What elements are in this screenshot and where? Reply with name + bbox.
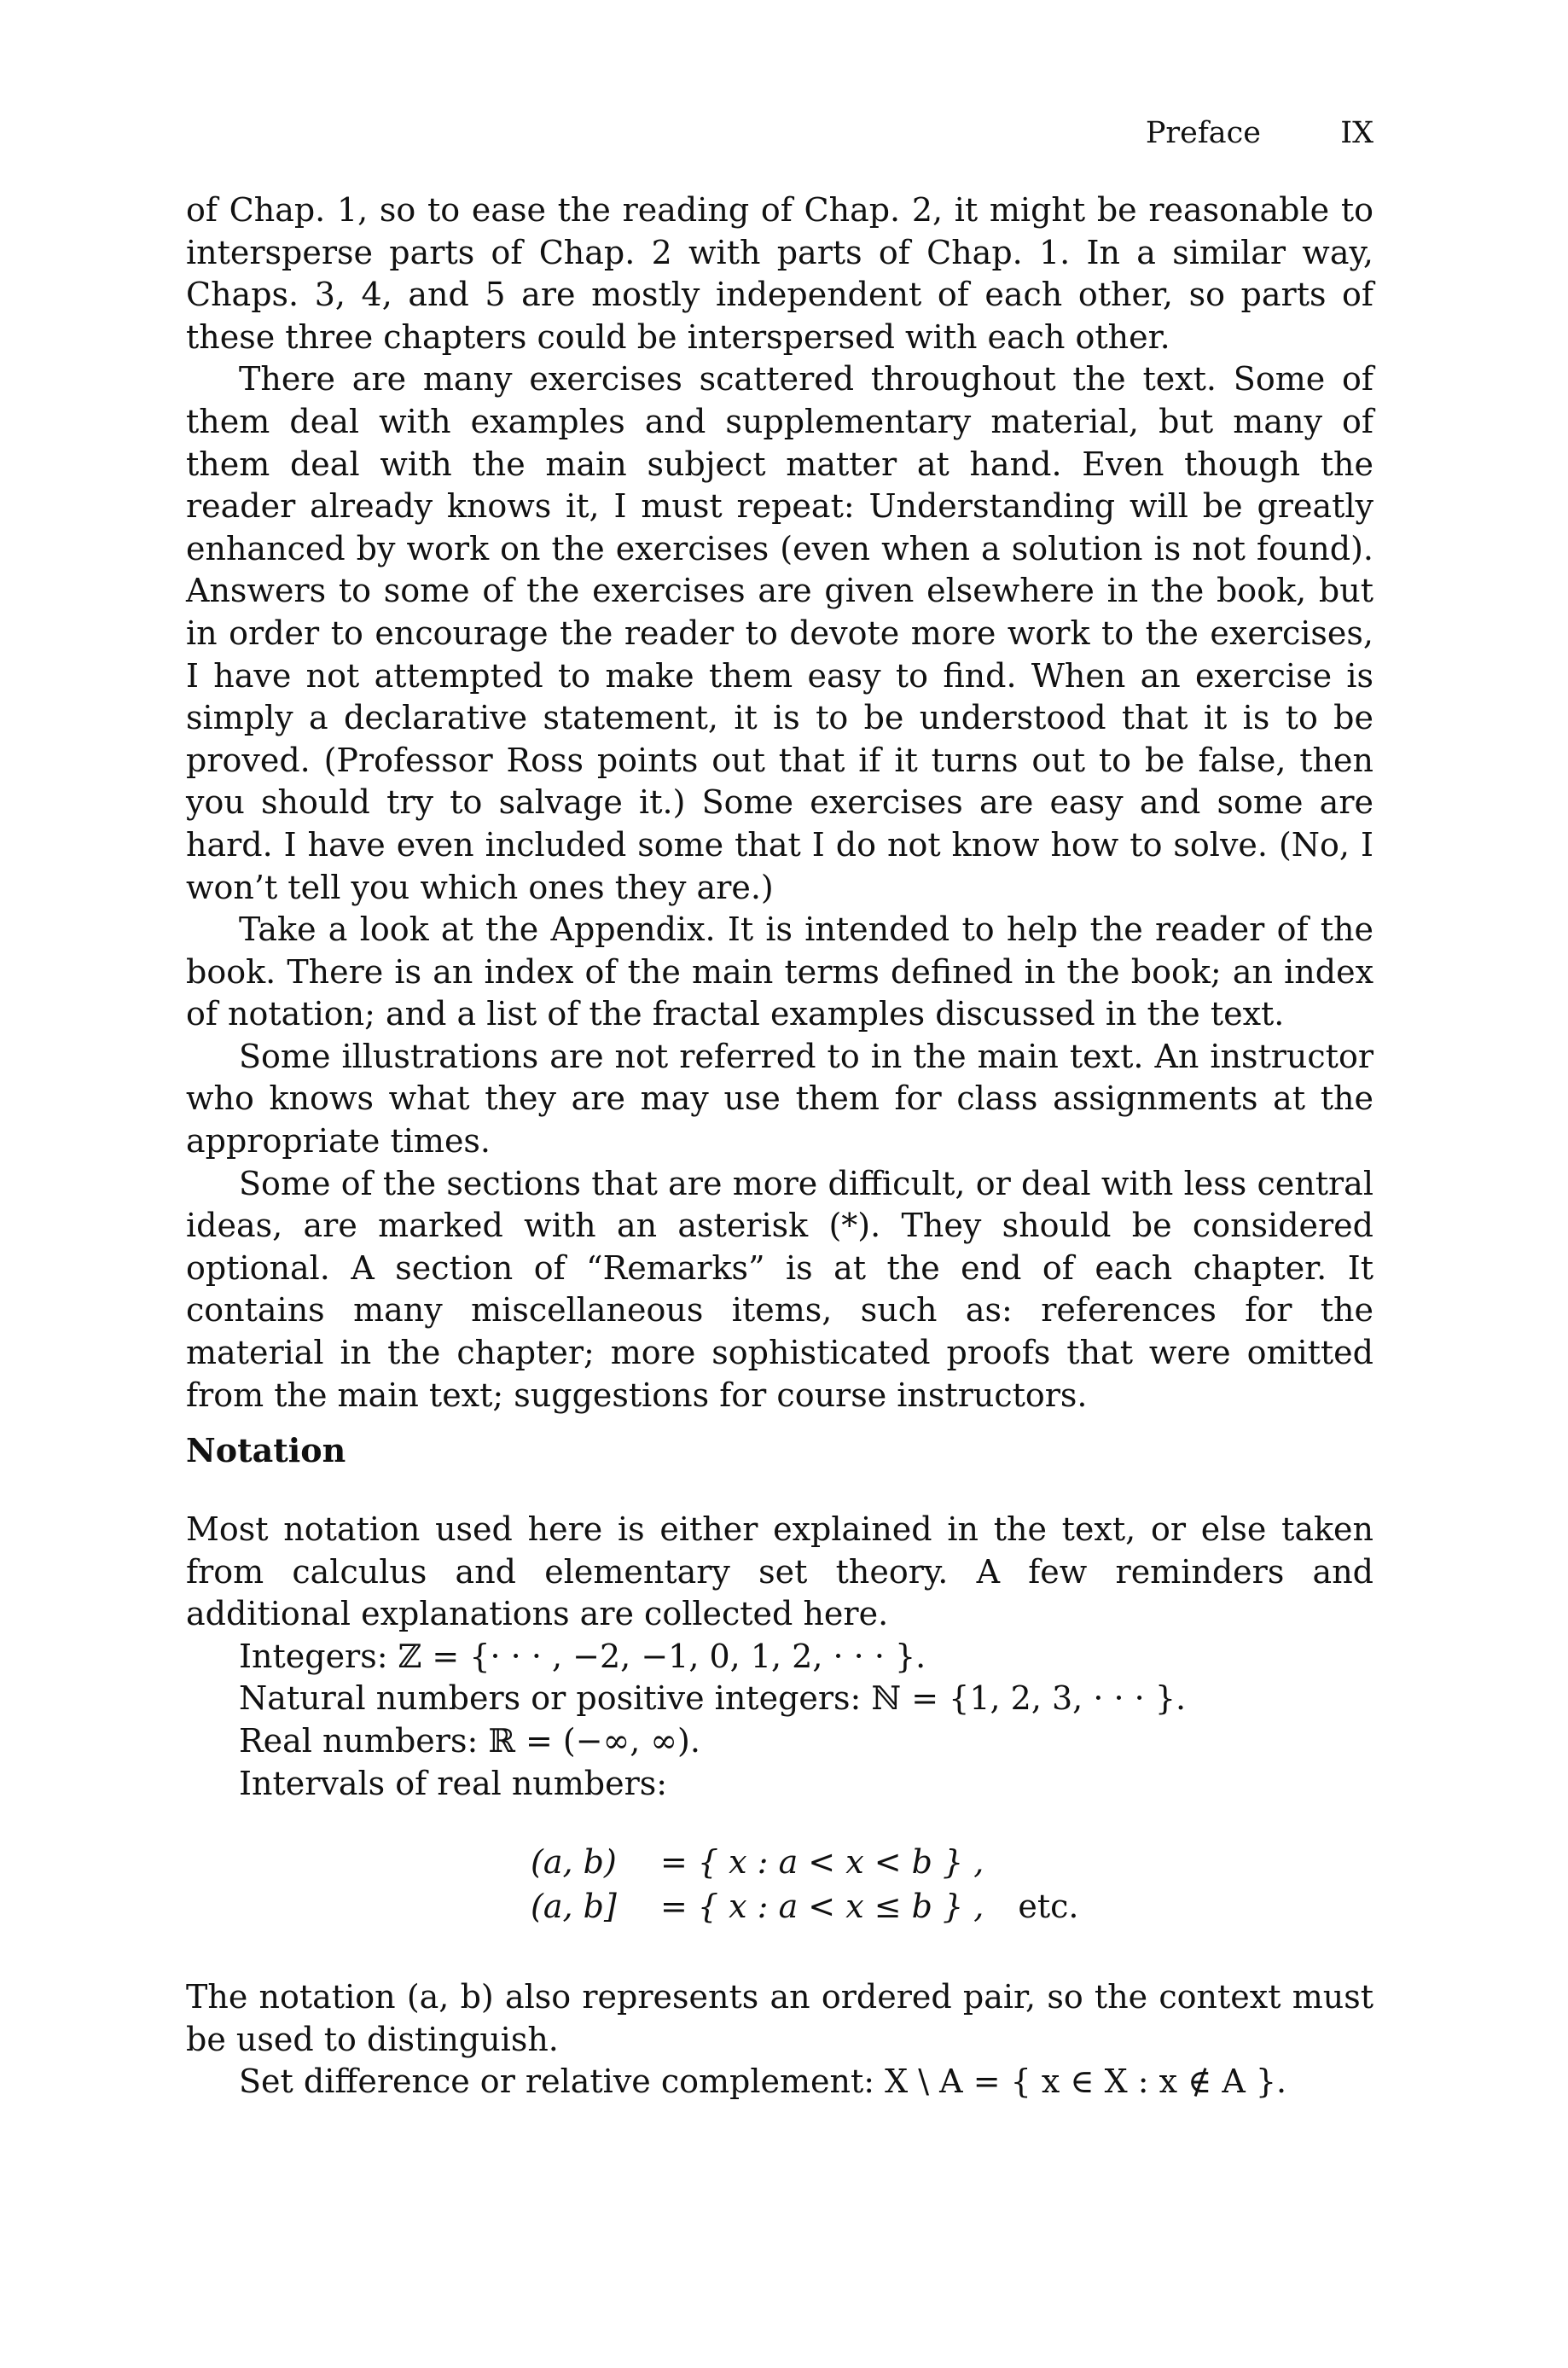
notation-continued <box>186 1976 1373 2103</box>
running-head-title: Preface <box>1145 116 1261 150</box>
paragraph-exercises: There are many exercises scattered throughout the text. Some of them deal with examples and supplementary material, but many of them deal with the main subject matter at hand. Even though the reader already knows it, I must repeat: Understanding will be greatly enhanced by work on the exercises (even when a solution is not found). Answers to some of the exercises are given elsewhere in the book, but in order to encourage the reader to devote more work to the exercises, I have not attempted to make them easy to find. When an exercise is simply a declarative statement, it is to be understood that it is to be proved. (Professor Ross points out that if it turns out to be false, then you should try to salvage it.) Some exercises are easy and some are hard. I have even included some that I do not know how to solve. (No, I won’t tell you which ones they are.) <box>186 360 1373 906</box>
notation-integers: Integers: ℤ = {· · · , −2, −1, 0, 1, 2, · · · }. <box>239 1637 926 1675</box>
equation-rhs: = { x : a < x < b } , <box>660 1843 984 1881</box>
paragraph-optional-sections: Some of the sections that are more difficult, or deal with less central ideas, are marked with an asterisk (*). They should be considered optional. A section of “Remarks” is at the end of each chapter. It contains many miscellaneous items, such as: references for the material in the chapter; more sophisticated proofs that were omitted from the main text; suggestions for course instructors. <box>186 1164 1373 1414</box>
equation-rhs <box>660 1884 1079 1929</box>
notation-set-difference: Set difference or relative complement: X \ A = { x ∈ X : x ∉ A }. <box>239 2063 1287 2101</box>
equation-lhs: (a, b) <box>531 1843 617 1881</box>
equation-lhs: (a, b] <box>531 1888 617 1925</box>
notation-naturals: Natural numbers or positive integers: ℕ = {1, 2, 3, · · · }. <box>239 1679 1187 1718</box>
equation-rhs-text: = { x : a < x ≤ b } , <box>660 1888 984 1925</box>
paragraph-continuation: of Chap. 1, so to ease the reading of Chap. 2, it might be reasonable to intersperse parts of Chap. 2 with parts of Chap. 1. In a similar way, Chaps. 3, 4, and 5 are mostly independent of each other, so parts of these three chapters could be interspersed with each other. <box>186 191 1373 356</box>
section-heading-notation: Notation <box>186 1431 346 1469</box>
preface-body <box>186 189 1373 1417</box>
page-number: IX <box>1340 116 1373 150</box>
notation-body <box>186 1509 1373 1805</box>
notation-intro: Most notation used here is either explained in the text, or else taken from calculus and elementary set theory. A few reminders and additional explanations are collected here. <box>186 1510 1373 1633</box>
paragraph-appendix: Take a look at the Appendix. It is intended to help the reader of the book. There is an index of the main terms defined in the book; an index of notation; and a list of the fractal examples discussed in the text. <box>186 911 1373 1033</box>
equation-etc: etc. <box>1018 1888 1079 1925</box>
notation-reals: Real numbers: ℝ = (−∞, ∞). <box>239 1721 700 1760</box>
paragraph-illustrations: Some illustrations are not referred to in the main text. An instructor who knows what they are may use them for class assignments at the appropriate times. <box>186 1037 1373 1161</box>
running-head <box>186 111 1373 155</box>
notation-intervals-label: Intervals of real numbers: <box>239 1764 668 1802</box>
notation-ordered-pair: The notation (a, b) also represents an ordered pair, so the context must be used to distinguish. <box>186 1978 1373 2058</box>
